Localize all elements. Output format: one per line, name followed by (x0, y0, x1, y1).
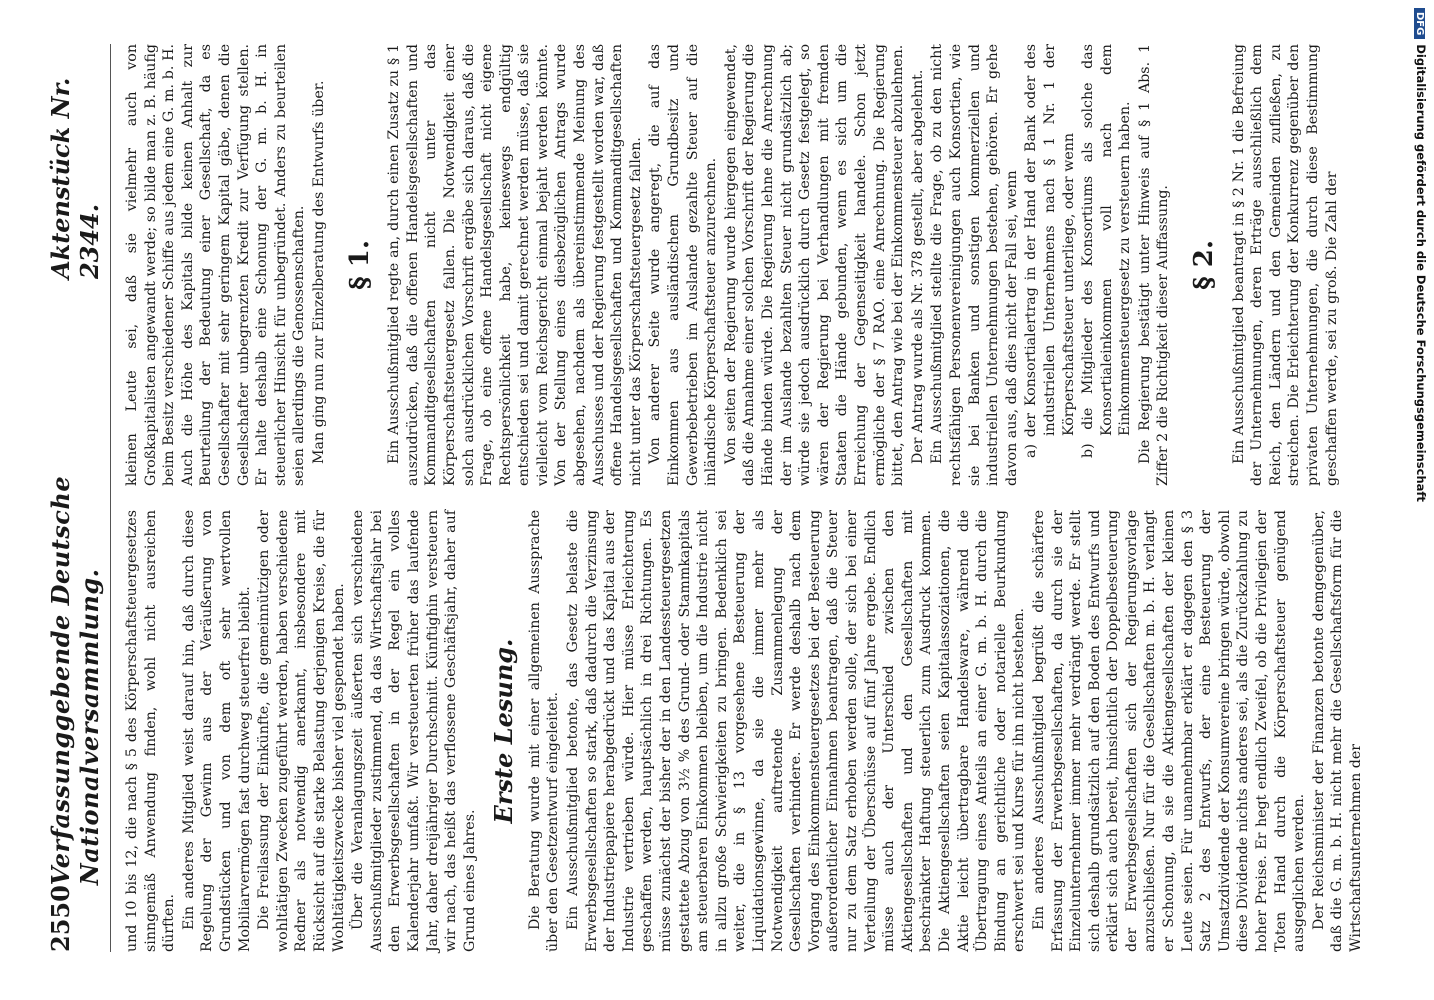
credit-label: Digitalisierung gefördert durch die Deutsche Forschungsgemeinschaft (1414, 44, 1428, 502)
left-column (123, 510, 1367, 952)
paragraph: Ein anderes Mitglied weist darauf hin, daß durch diese Regelung der Gewinn aus der Veräußerung von Grundstücken und von dem oft sehr wertvollen Mobiliarvermögen fast durchweg steuerfrei bleibt. (180, 510, 253, 952)
paragraph: Von seiten der Regierung wurde hiergegen eingewendet, daß die Annahme einer solchen Vorschrift der Regierung die Hände binden würde. Die Regierung lehne die Anrechnung der im Auslande bezahlten Steuer nicht grundsätzlich ab; würde sie jedoch ausdrücklich durch Gesetz festgelegt, so wären der Regierung bei Verhandlungen mit fremden Staaten die Hände gebunden, wenn es sich um die Erreichung der Gegenseitigkeit handele. Schon jetzt ermögliche der § 7 RAO. eine Anrechnung. Die Regierung bittet, den Antrag wie bei der Einkommensteuer abzulehnen. (722, 44, 907, 486)
paragraph: Ein Ausschußmitglied betonte, das Gesetz belaste die Erwerbsgesellschaften so stark, daß dadurch die Verzinsung der Industriepapiere herabgedrückt und das Kapital aus der Industrie vertrieben würde. Hier müsse Erleichterung geschaffen werden, hauptsächlich in drei Richtungen. Es müsse zunächst der bisher der in den Landessteuergesetzen gestattete Abzug von 3½ % des Grund- oder Stammkapitals am steuerbaren Einkommen bleiben, um die Industrie nicht in allzu große Schwierigkeiten zu bringen. Bedenklich sei weiter, die in § 13 vorgesehene Besteuerung der Liquidationsgewinne, da sie die immer mehr als Notwendigkeit auftretende Zusammenlegung der Gesellschaften verhindere. Er werde deshalb nach dem Vorgang des Einkommensteuergesetzes bei der Besteuerung außerordentlicher Einnahmen beantragen, daß die Steuer nur zu dem Satz erhoben werden solle, der sich bei einer Verteilung der Überschüsse auf fünf Jahre ergebe. Endlich müsse auch der Unterschied zwischen den Aktiengesellschaften und den Gesellschaften mit beschränkter Haftung steuerlich zum Ausdruck kommen. Die Aktiengesellschaften seien Kapitalassoziationen, die Aktie leicht übertragbare Handelsware, während die Übertragung eines Anteils an einer G. m. b. H. durch die Bindung an gerichtliche oder notarielle Beurkundung erschwert sei und Kurse für ihn nicht bestehen. (565, 510, 1028, 952)
digitization-credit-text (1414, 8, 1428, 502)
paragraph: Der Antrag wurde als Nr. 378 gestellt, aber abgelehnt. (909, 69, 926, 464)
running-head: Verfassunggebende Deutsche Nationalversammlung. (46, 475, 104, 886)
paragraph: Der Reichsminister der Finanzen betonte demgegenüber, daß die G. m. b. H. nicht mehr die Gesellschaftsform für die Wirtschaftsunternehmen der (1310, 510, 1364, 952)
digitization-credit (1414, 8, 1430, 708)
paragraph: Ein Ausschußmitglied stellte die Frage, ob zu den nicht rechtsfähigen Personenvereinigungen auch Konsortien, wie sie bei Banken und sonstigen kommerziellen und industriellen Unternehmungen bestehen, gehören. Er gehe davon aus, daß dies nicht der Fall sei, wenn (929, 44, 1020, 486)
text-columns (123, 44, 1367, 952)
paragraph: Man ging nun zur Einzelberatung des Entwurfs über. (310, 80, 327, 464)
list-item: b) die Mitglieder des Konsortiums als solche das Konsortialeinkommen voll nach dem Einkommensteuergesetz zu versteuern haben. (1080, 44, 1134, 458)
paragraph: Die Freilassung der Einkünfte, die gemeinnützigen oder wohltätigen Zwecken zugeführt werden, haben verschiedene Redner als notwendig anerkannt, insbesondere mit Rücksicht auf die starke Belastung derjenigen Kreise, die für Wohltätigkeitszwecke bisher viel gespendet haben. (256, 510, 347, 952)
condition-list (1022, 44, 1135, 458)
paragraph: Die Regierung bestätigt unter Hinweis auf § 1 Abs. 1 Ziffer 2 die Richtigkeit dieser Auffassung. (1136, 44, 1172, 486)
page-number: 2550 (46, 885, 75, 952)
paragraph: Von anderer Seite wurde angeregt, die auf das Einkommen aus ausländischem Grundbesitz und Gewerbebetrieben im Auslande gezahlte Steuer auf die inländische Körperschaftsteuer anzurechnen. (647, 44, 720, 486)
dfg-logo: DFG (1414, 8, 1425, 39)
paragraph: Die Beratung wurde mit einer allgemeinen Aussprache über den Gesetzentwurf eingeleitet. (526, 510, 562, 952)
paragraph: Ein Ausschußmitglied beantragt in § 2 Nr. 1 die Befreiung der Unternehmungen, deren Erträge ausschließlich dem Reich, den Ländern und den Gemeinden zufließen, zu streichen. Die Erleichterung der Konkurrenz gegenüber den privaten Unternehmungen, die durch diese Bestimmung geschaffen werde, sei zu groß. Die Zahl der (1230, 44, 1340, 486)
list-item: a) der Konsortialertrag in der Hand der Bank oder des industriellen Unternehmens nach § 1 Nr. 1 der Körperschaftsteuer unterliege, oder wenn (1023, 44, 1077, 458)
paragraph: kleinen Leute sei, daß sie vielmehr auch von Großkapitalisten angewandt werde; so bilde man z. B. häufig beim Besitz verschiedener Schiffe aus jedem eine G. m. b. H. Auch die Höhe des Kapitals bilde keinen Anhalt zur Beurteilung der Bedeutung einer Gesellschaft, da es Gesellschafter mit sehr geringem Kapital gäbe, denen die Gesellschafter unbegrenzten Kredit zur Verfügung stellen. Er halte deshalb eine Schonung der G. m. b. H. in steuerlicher Hinsicht für unbegründet. Anders zu beurteilen seien allerdings die Genossenschaften. (124, 44, 308, 486)
paragraph: Über die Veranlagungszeit äußerten sich verschiedene Ausschußmitglieder zustimmend, da das Wirtschaftsjahr bei den Erwerbsgesellschaften in der Regel ein volles Kalenderjahr umfaßt. Wir versteuerten früher das laufende Jahr, daher dreijähriger Durchschnitt. Künftighin versteuern wir nach, das heißt das verflossene Geschäftsjahr, daher auf Grund eines Jahres. (350, 510, 478, 952)
paragraph: und 10 bis 12, die nach § 5 des Körperschaftsteuergesetzes sinngemäß Anwendung finden, wohl nicht ausreichen dürften. (124, 510, 178, 952)
page-header (46, 44, 111, 952)
paragraph: Ein anderes Ausschußmitglied begrüßt die schärfere Erfassung der Erwerbsgesellschaften, da durch sie der Einzelunternehmer immer mehr verdrängt werde. Er stellt sich deshalb grundsätzlich auf den Boden des Entwurfs und erklärt sich auch bereit, hinsichtlich der Doppelbesteuerung der Erwerbsgesellschaften sich der Regierungsvorlage anzuschließen. Nur für die Gesellschaften m. b. H. verlangt er Schonung, da sie die Aktiengesellschaften der kleinen Leute seien. Für unannehmbar erklärt er dagegen den § 3 Satz 2 des Entwurfs, der eine Besteuerung der Umsatzdividende der Konsumvereine bringen würde, obwohl diese Dividende nichts anderes sei, als die Zurückzahlung zu hoher Preise. Er hegt endlich Zweifel, ob die Privilegien der Toten Hand durch die Körperschaftsteuer genügend ausgeglichen werden. (1030, 510, 1308, 952)
section-title: Erste Lesung. (489, 638, 519, 824)
paragraph: Ein Ausschußmitglied regte an, durch einen Zusatz zu § 1 auszudrücken, daß die offenen Handelsgesellschaften und Kommanditgesellschaften nicht unter das Körperschaftsteuergesetz fallen. Die Notwendigkeit einer solch ausdrücklichen Vorschrift ergäbe sich daraus, daß die Frage, ob eine offene Handelsgesellschaft nicht eigene Rechtspersönlichkeit habe, keineswegs endgültig entschieden sei und damit gerechnet werden müsse, daß sie vielleicht vom Reichsgericht einmal bejaht werden könnte. Von der Stellung eines diesbezüglichen Antrags wurde abgesehen, nachdem als übereinstimmende Meinung des Ausschusses und der Regierung festgestellt worden war, daß offene Handelsgesellschaften und Kommanditgesellschaften nicht unter das Körperschaftsteuergesetz fallen. (386, 44, 644, 486)
document-number: Aktenstück Nr. 2344. (46, 77, 104, 280)
right-column (123, 44, 1367, 486)
section-heading-2: § 2. (1189, 240, 1220, 290)
section-heading-1: § 1. (344, 240, 375, 290)
